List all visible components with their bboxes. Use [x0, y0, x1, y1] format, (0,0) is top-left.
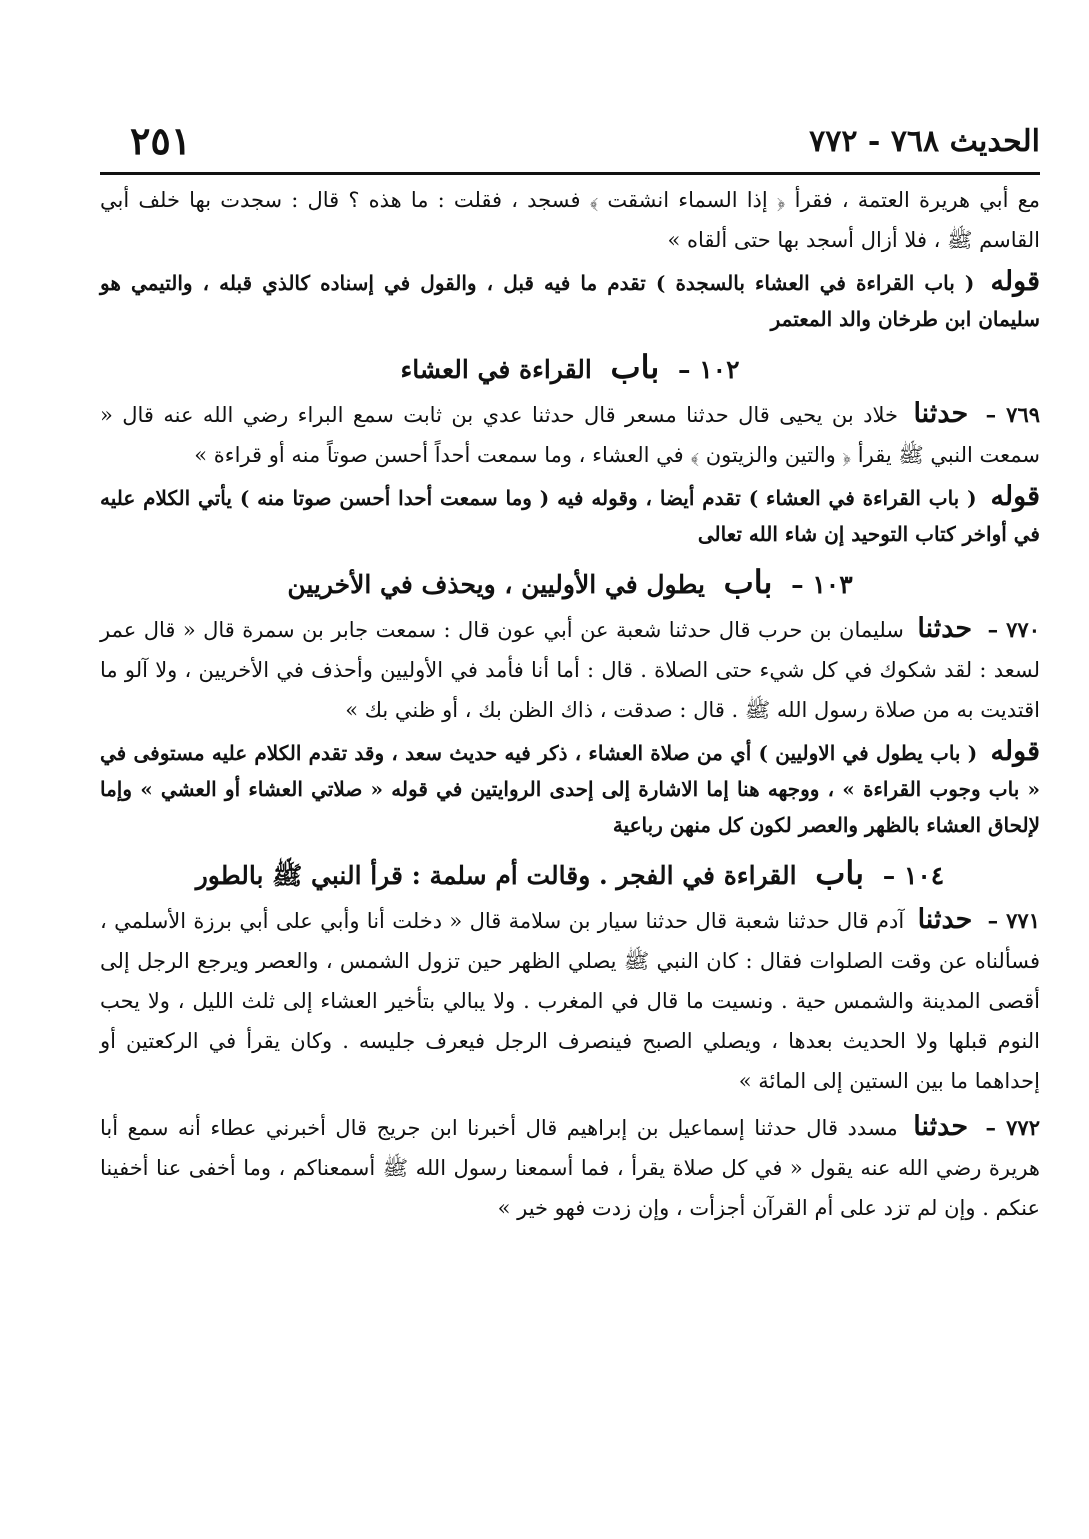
chapter-title: القراءة في العشاء [400, 355, 592, 384]
hadith-number: ٧٧٢ – [985, 1115, 1040, 1140]
hadith-text: مسدد قال حدثنا إسماعيل بن إبراهيم قال أخبرنا ابن جريج قال أخبرني عطاء أنه سمع أبا هريرة رضي الله عنه يقول « في كل صلاة يقرأ ، فما أسمعنا رسول الله ﷺ أسمعناكم ، وما أخفى عنا أخفينا عنكم . وإن لم تزد على أم القرآن أجزأت ، وإن زدت فهو خير » [100, 1116, 1040, 1220]
chapter-title: يطول في الأوليين ، ويحذف في الأخريين [287, 570, 705, 599]
chapter-label: باب [610, 348, 660, 386]
commentary-lead: قوله [990, 736, 1040, 767]
commentary-text: ( باب القراءة في العشاء بالسجدة ) تقدم ما فيه قبل ، والقول في إسناده كالذي قبله ، والتيمي هو سليمان ابن طرخان والد المعتمر [100, 271, 1040, 331]
hadith-number: ٧٦٩ – [985, 402, 1041, 427]
hadith-770 [100, 609, 1040, 730]
hadith-continuation [100, 180, 1040, 260]
page-content [100, 174, 1040, 1228]
header-rule [100, 172, 1040, 175]
chapter-label: باب [723, 563, 773, 601]
commentary-lead: قوله [990, 266, 1040, 297]
chapter-number: ١٠٤ – [882, 861, 945, 890]
commentary-text: ( باب القراءة في العشاء ) تقدم أيضا ، وقوله فيه ( وما سمعت أحدا أحسن صوتا منه ) يأتي الكلام عليه في أواخر كتاب التوحيد إن شاء الله تعالى [100, 486, 1040, 546]
commentary-1 [100, 264, 1040, 337]
chapter-label: باب [815, 854, 865, 892]
chapter-heading-104 [100, 851, 1040, 898]
hadith-number: ٧٧١ – [987, 908, 1040, 933]
hadith-lead: حدثنا [913, 1111, 969, 1142]
commentary-text: ( باب يطول في الاوليين ) أي من صلاة العشاء ، ذكر فيه حديث سعد ، وقد تقدم الكلام عليه مستوفى في « باب وجوب القراءة » ، ووجهه هنا إما الاشارة إلى إحدى الروايتين في قوله « صلاتي العشاء أو العشي » وإما لإلحاق العشاء بالظهر والعصر لكون كل منهن رباعية [100, 741, 1040, 837]
chapter-number: ١٠٣ – [791, 570, 853, 599]
hadith-number: ٧٧٠ – [987, 617, 1040, 642]
document-page [100, 118, 1040, 1228]
hadith-lead: حدثنا [917, 613, 973, 644]
hadith-769 [100, 394, 1040, 475]
hadith-lead: حدثنا [913, 398, 969, 429]
hadith-text: سليمان بن حرب قال حدثنا شعبة عن أبي عون قال : سمعت جابر بن سمرة قال « قال عمر لسعد : لقد شكوك في كل شيء حتى الصلاة . قال : أما أنا فأمد في الأوليين وأحذف في الأخريين ، ولا آلو ما اقتديت به من صلاة رسول الله ﷺ . قال : صدقت ، ذاك الظن بك ، أو ظني بك » [100, 618, 1040, 722]
commentary-lead: قوله [990, 481, 1041, 512]
hadith-lead: حدثنا [917, 904, 973, 935]
chapter-number: ١٠٢ – [678, 355, 740, 384]
hadith-text: آدم قال حدثنا شعبة قال حدثنا سيار بن سلامة قال « دخلت أنا وأبي على أبي برزة الأسلمي ، فسألناه عن وقت الصلوات فقال : كان النبي ﷺ يصلي الظهر حين تزول الشمس ، والعصر ويرجع الرجل إلى أقصى المدينة والشمس حية . ونسيت ما قال في المغرب . ولا يبالي بتأخير العشاء إلى ثلث الليل ، ولا يحب النوم قبلها ولا الحديث بعدها ، ويصلي الصبح فينصرف الرجل فيعرف جليسه . وكان يقرأ في الركعتين أو إحداهما ما بين الستين إلى المائة » [100, 909, 1040, 1093]
page-header [100, 118, 1040, 174]
hadith-772 [100, 1107, 1040, 1228]
chapter-heading-103 [100, 560, 1040, 607]
hadith-text: خلاد بن يحيى قال حدثنا مسعر قال حدثنا عدي بن ثابت سمع البراء رضي الله عنه قال « سمعت النبي ﷺ يقرأ ﴿ والتين والزيتون ﴾ في العشاء ، وما سمعت أحداً أحسن صوتاً منه أو قراءة » [100, 403, 1040, 467]
hadith-range: الحديث ٧٦٨ - ٧٧٢ [809, 124, 1040, 159]
hadith-text: مع أبي هريرة العتمة ، فقرأ ﴿ إذا السماء انشقت ﴾ فسجد ، فقلت : ما هذه ؟ قال : سجدت بها خلف أبي القاسم ﷺ ، فلا أزال أسجد بها حتى ألقاه » [100, 188, 1040, 252]
chapter-title: القراءة في الفجر . وقالت أم سلمة : قرأ النبي ﷺ بالطور [195, 861, 797, 890]
commentary-3 [100, 734, 1040, 843]
chapter-heading-102 [100, 345, 1040, 392]
commentary-2 [100, 479, 1040, 552]
page-number: ٢٥١ [130, 118, 192, 163]
hadith-771 [100, 900, 1040, 1101]
